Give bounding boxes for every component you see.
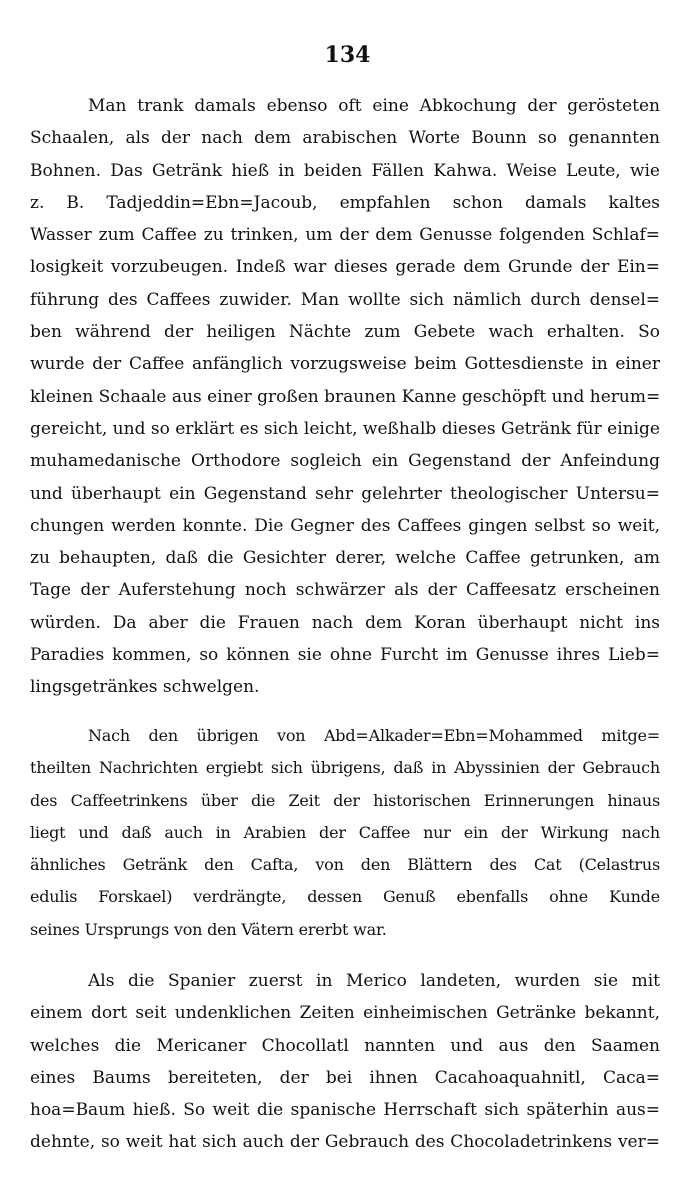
text-line: eines Baums bereiteten, der bei ihnen Cacahoaquahnitl, Caca=	[30, 1067, 660, 1088]
text-line: Bohnen. Das Getränk hieß in beiden Fällen Kahwa. Weise Leute, wie	[30, 160, 660, 181]
text-line: ähnliches Getränk den Cafta, von den Blättern des Cat (Celastrus	[30, 855, 660, 875]
text-line: und überhaupt ein Gegenstand sehr gelehrter theologischer Untersu=	[30, 483, 660, 504]
text-line: seines Ursprungs von den Vätern ererbt war.	[30, 919, 387, 939]
text-line: Man trank damals ebenso oft eine Abkochung der gerösteten	[88, 96, 660, 116]
text-line: muhamedanische Orthodore sogleich ein Gegenstand der Anfeindung	[30, 451, 660, 472]
text-line: Nach den übrigen von Abd=Alkader=Ebn=Mohammed mitge=	[88, 726, 660, 745]
text-line: Als die Spanier zuerst in Merico landeten, wurden sie mit	[88, 971, 660, 991]
text-line: theilten Nachrichten ergiebt sich übrigens, daß in Abyssinien der Gebrauch	[30, 758, 660, 778]
text-line: ben während der heiligen Nächte zum Gebete wach erhalten. So	[30, 322, 660, 343]
text-line: liegt und daß auch in Arabien der Caffee nur ein der Wirkung nach	[30, 822, 660, 842]
text-line: führung des Caffees zuwider. Man wollte sich nämlich durch densel=	[30, 289, 660, 310]
page-number: 134	[324, 42, 371, 68]
text-line: losigkeit vorzubeugen. Indeß war dieses gerade dem Grunde der Ein=	[30, 257, 660, 278]
text-line: Tage der Auferstehung noch schwärzer als der Caffeesatz erscheinen	[30, 580, 660, 601]
text-line: würden. Da aber die Frauen nach dem Koran überhaupt nicht ins	[30, 612, 660, 633]
text-line: des Caffeetrinkens über die Zeit der historischen Erinnerungen hinaus	[30, 790, 660, 810]
text-line: lingsgetränkes schwelgen.	[30, 677, 260, 698]
text-line: edulis Forskael) verdrängte, dessen Genuß ebenfalls ohne Kunde	[30, 887, 660, 907]
text-line: welches die Mericaner Chocollatl nannten und aus den Saamen	[30, 1035, 660, 1056]
text-line: Paradies kommen, so können sie ohne Furcht im Genusse ihres Lieb=	[30, 645, 660, 666]
paragraph-abyssinia	[30, 720, 660, 946]
text-line: wurde der Caffee anfänglich vorzugsweise beim Gottesdienste in einer	[30, 354, 660, 375]
paragraph-chocolate	[30, 965, 660, 1159]
text-line: hoa=Baum hieß. So weit die spanische Herrschaft sich späterhin aus=	[30, 1100, 660, 1121]
text-line: dehnte, so weit hat sich auch der Gebrauch des Chocoladetrinkens ver=	[30, 1132, 660, 1153]
text-line: gereicht, und so erklärt es sich leicht, weßhalb dieses Getränk für einige	[30, 418, 660, 439]
text-line: Schaalen, als der nach dem arabischen Worte Bounn so genannten	[30, 128, 660, 149]
text-line: Wasser zum Caffee zu trinken, um der dem Genusse folgenden Schlaf=	[30, 225, 660, 246]
text-line: z. B. Tadjeddin=Ebn=Jacoub, empfahlen schon damals kaltes	[30, 192, 660, 213]
text-line: chungen werden konnte. Die Gegner des Caffees gingen selbst so weit,	[30, 515, 660, 536]
text-line: zu behaupten, daß die Gesichter derer, welche Caffee getrunken, am	[30, 548, 660, 569]
paragraph-coffee-history	[30, 90, 660, 704]
text-line: einem dort seit undenklichen Zeiten einheimischen Getränke bekannt,	[30, 1003, 660, 1024]
text-line: kleinen Schaale aus einer großen braunen Kanne geschöpft und herum=	[30, 386, 660, 407]
